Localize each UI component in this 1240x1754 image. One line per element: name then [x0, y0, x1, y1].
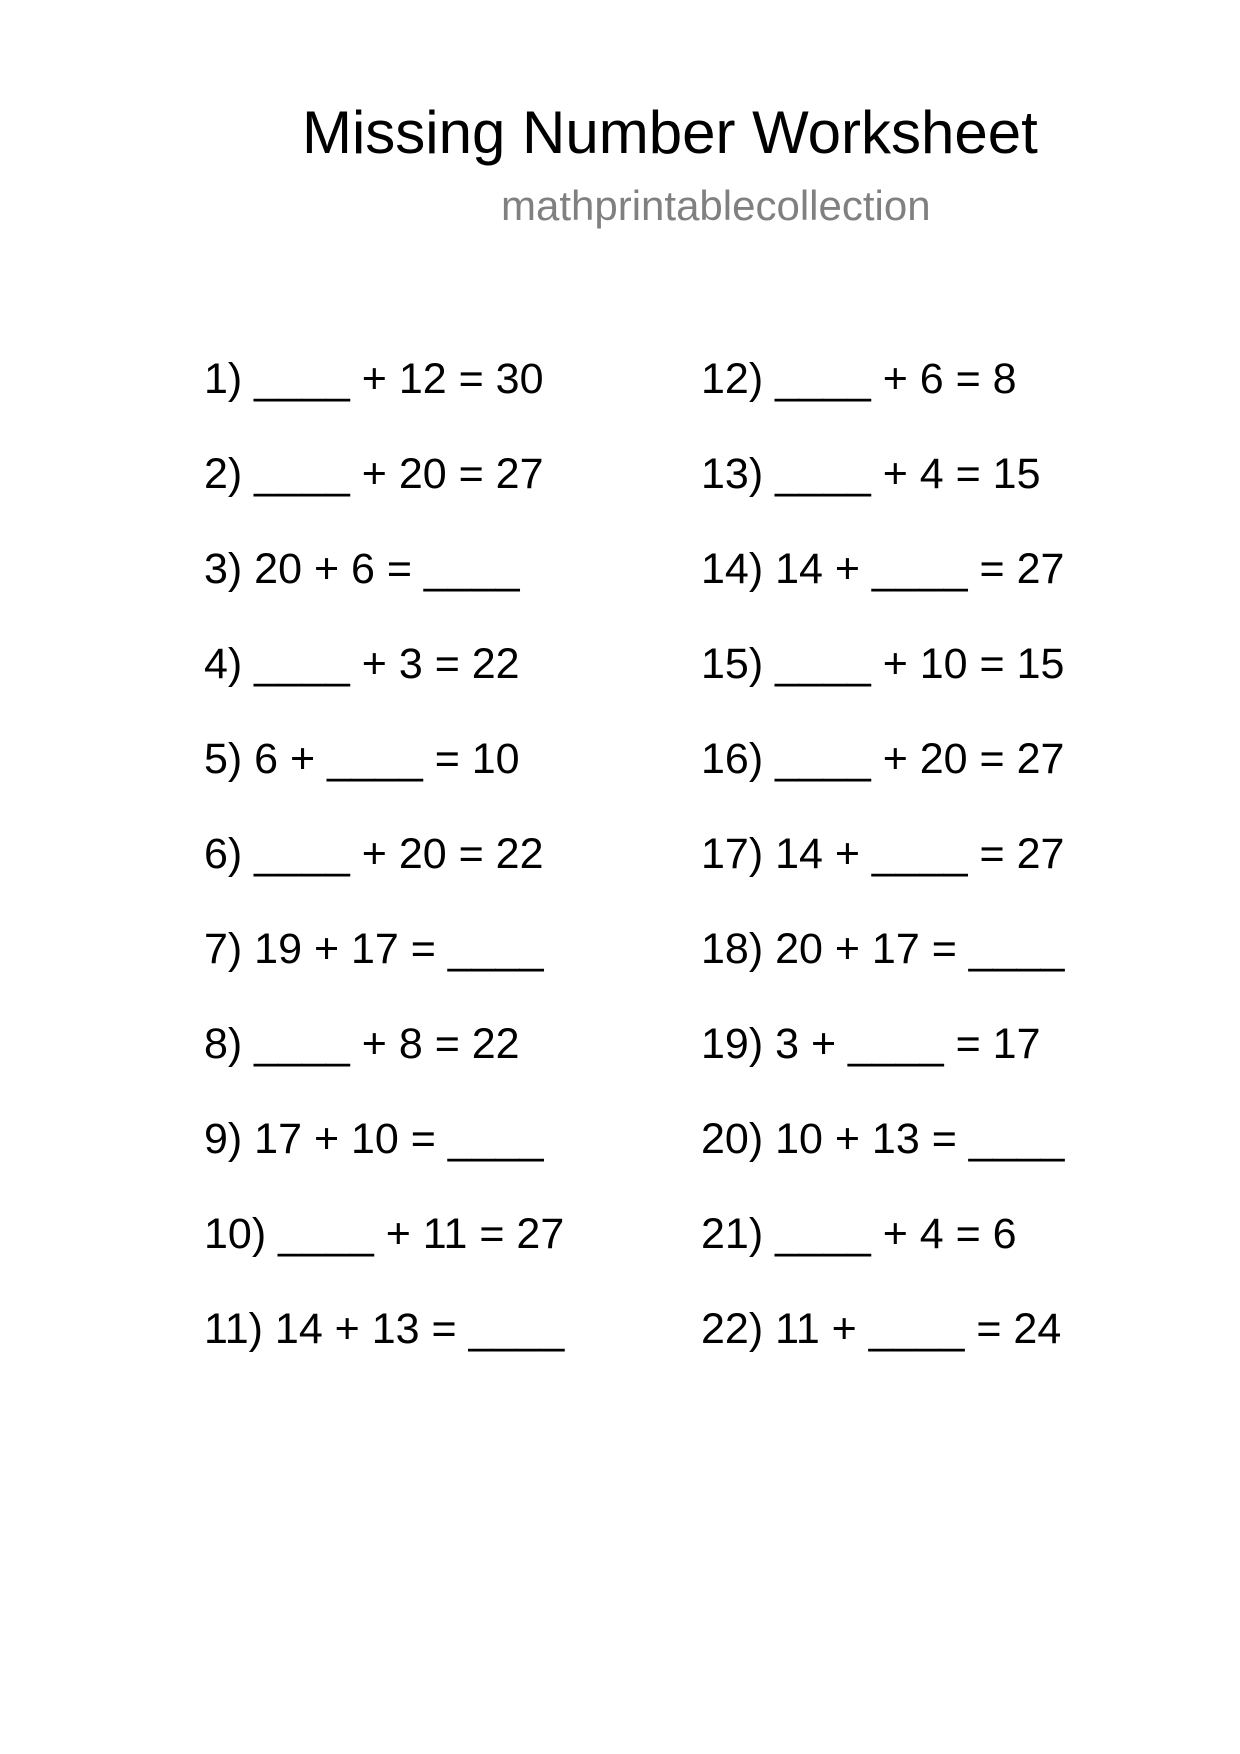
problem-item: 11) 14 + 13 = ____ — [204, 1305, 565, 1353]
problem-item: 4) ____ + 3 = 22 — [204, 640, 520, 688]
problem-item: 16) ____ + 20 = 27 — [701, 735, 1065, 783]
problem-item: 5) 6 + ____ = 10 — [204, 735, 520, 783]
problem-item: 18) 20 + 17 = ____ — [701, 925, 1065, 973]
page-title: Missing Number Worksheet — [302, 99, 1038, 166]
problem-item: 13) ____ + 4 = 15 — [701, 450, 1041, 498]
problem-item: 7) 19 + 17 = ____ — [204, 925, 544, 973]
problem-item: 22) 11 + ____ = 24 — [701, 1305, 1062, 1353]
page-subtitle: mathprintablecollection — [501, 182, 931, 229]
problem-item: 3) 20 + 6 = ____ — [204, 545, 520, 593]
problem-item: 19) 3 + ____ = 17 — [701, 1020, 1041, 1068]
problem-item: 6) ____ + 20 = 22 — [204, 830, 544, 878]
problem-item: 12) ____ + 6 = 8 — [701, 355, 1017, 403]
problem-item: 17) 14 + ____ = 27 — [701, 830, 1065, 878]
problem-item: 15) ____ + 10 = 15 — [701, 640, 1065, 688]
problem-item: 1) ____ + 12 = 30 — [204, 355, 544, 403]
problem-item: 2) ____ + 20 = 27 — [204, 450, 544, 498]
problem-item: 20) 10 + 13 = ____ — [701, 1115, 1065, 1163]
problem-item: 14) 14 + ____ = 27 — [701, 545, 1065, 593]
problem-item: 8) ____ + 8 = 22 — [204, 1020, 520, 1068]
problem-item: 21) ____ + 4 = 6 — [701, 1210, 1017, 1258]
problem-item: 9) 17 + 10 = ____ — [204, 1115, 544, 1163]
problem-item: 10) ____ + 11 = 27 — [204, 1210, 565, 1258]
